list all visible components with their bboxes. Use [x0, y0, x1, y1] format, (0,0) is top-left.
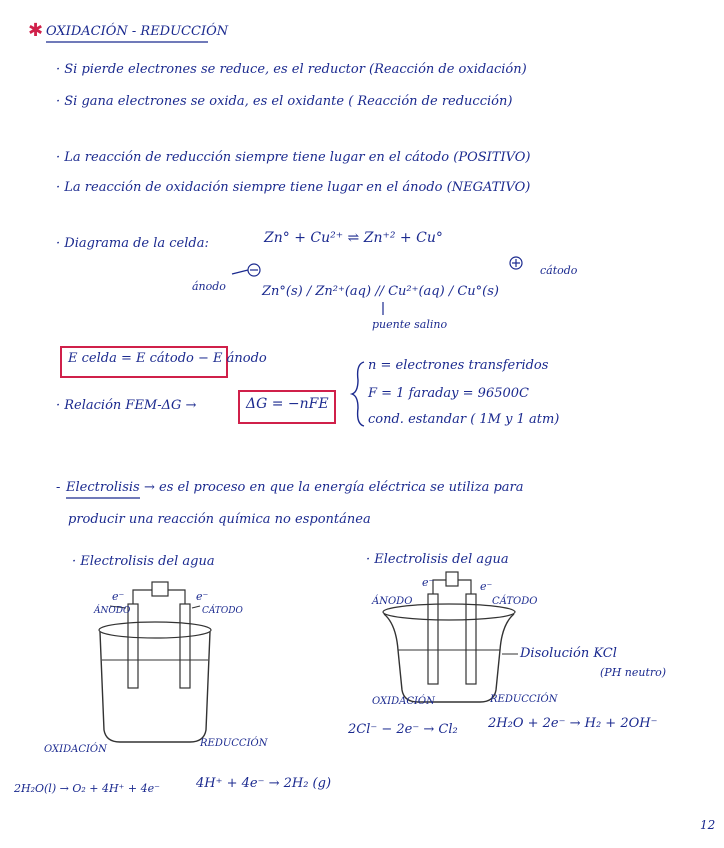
right-e-minus-right: e⁻: [480, 580, 493, 593]
electrolisis-definition: → es el proceso en que la energía eléctrica se utiliza para: [144, 480, 524, 495]
left-eq-cathode: 4H⁺ + 4e⁻ → 2H₂ (g): [196, 776, 332, 791]
electrolisis-dash: -: [56, 480, 61, 495]
right-anodo: ÁNODO: [372, 596, 413, 607]
right-oxidacion: OXIDACIÓN: [372, 696, 435, 707]
line-oxidante: · Si gana electrones se oxida, es el oxidante ( Reacción de reducción): [56, 94, 513, 109]
left-eq-anode: 2H₂O(l) → O₂ + 4H⁺ + 4e⁻: [14, 782, 160, 795]
dg-formula: ΔG = −nFE: [246, 396, 329, 412]
right-catodo: CÁTODO: [492, 596, 538, 607]
line-catodo: · La reacción de reducción siempre tiene lugar en el cátodo (POSITIVO): [56, 150, 531, 165]
f-definition: F = 1 faraday = 96500C: [368, 386, 529, 401]
right-e-minus: e⁻: [422, 576, 435, 589]
right-eq-anode: 2Cl⁻ − 2e⁻ → Cl₂: [348, 722, 458, 737]
relacion-label: · Relación FEM-ΔG →: [56, 398, 197, 413]
electrolisis-definition-2: producir una reacción química no espontánea: [68, 512, 371, 527]
standard-conditions: cond. estandar ( 1M y 1 atm): [368, 412, 560, 427]
left-e-minus: e⁻: [112, 590, 125, 603]
diagram-label: · Diagrama de la celda:: [56, 236, 209, 251]
left-oxidacion: OXIDACIÓN: [44, 744, 107, 755]
left-anodo: ÁNODO: [94, 606, 131, 616]
ecell-formula: E celda = E cátodo − E ánodo: [68, 351, 267, 366]
cell-notation: Zn°(s) / Zn²⁺(aq) // Cu²⁺(aq) / Cu°(s): [262, 284, 499, 299]
left-reduccion: REDUCCIÓN: [200, 738, 268, 749]
right-diagram-title: · Electrolisis del agua: [366, 552, 509, 567]
anodo-label: ánodo: [192, 280, 226, 293]
catodo-label: cátodo: [540, 264, 578, 277]
left-e-minus-right: e⁻: [196, 590, 209, 603]
page-number: 12: [700, 818, 716, 832]
right-reduccion: REDUCCIÓN: [490, 694, 558, 705]
disolucion-label: Disolución KCl: [520, 646, 617, 661]
left-diagram-title: · Electrolisis del agua: [72, 554, 215, 569]
star-icon: ✱: [28, 20, 44, 41]
diagram-equation: Zn° + Cu²⁺ ⇌ Zn⁺² + Cu°: [264, 230, 443, 246]
n-definition: n = electrones transferidos: [368, 358, 549, 373]
line-anodo: · La reacción de oxidación siempre tiene lugar en el ánodo (NEGATIVO): [56, 180, 531, 195]
left-catodo: CÁTODO: [202, 606, 243, 616]
line-reductor: · Si pierde electrones se reduce, es el reductor (Reacción de oxidación): [56, 62, 527, 77]
right-eq-cathode: 2H₂O + 2e⁻ → H₂ + 2OH⁻: [488, 716, 658, 731]
puente-label: puente salino: [372, 318, 448, 331]
ph-label: (PH neutro): [600, 666, 667, 679]
page-title: OXIDACIÓN - REDUCCIÓN: [46, 24, 229, 39]
electrolisis-term: Electrolisis: [66, 480, 140, 495]
